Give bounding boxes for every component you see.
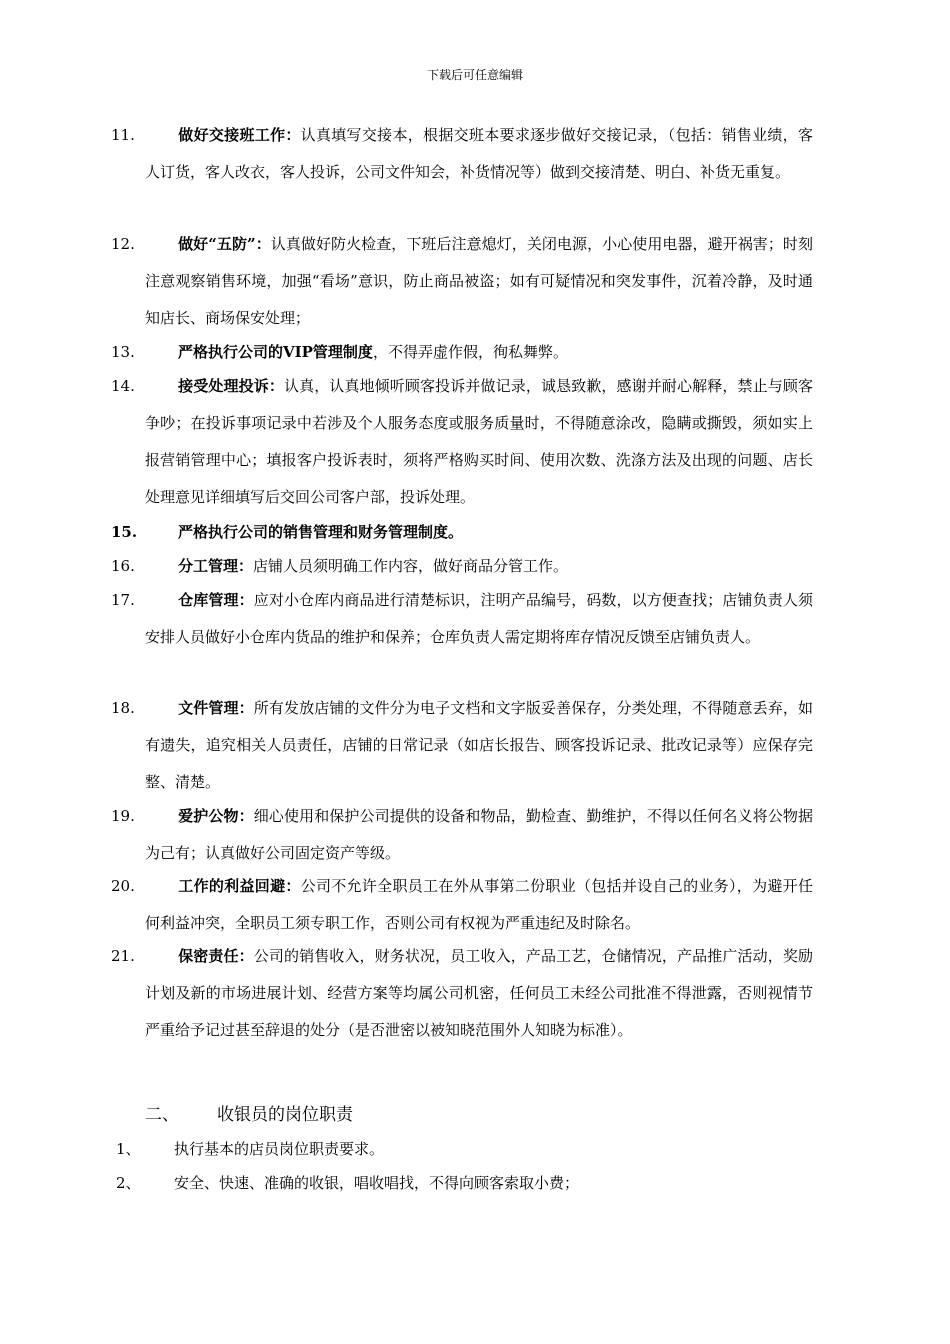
item-text: 认真填写交接本，根据交班本要求逐步做好交接记录，（包括：销售业绩，客人订货，客人改衣，客人投诉，公司文件知会，补货情况等）做到交接清楚、明白、补货无重复。	[145, 126, 813, 181]
item-text: 店铺人员须明确工作内容，做好商品分管工作。	[253, 557, 569, 575]
item-body	[145, 868, 813, 942]
item-number: 17.	[111, 591, 135, 609]
item-title: 文件管理	[178, 699, 239, 717]
item-separator: ：	[285, 126, 301, 144]
item-title: 接受处理投诉	[178, 377, 269, 395]
item-text: 应对小仓库内商品进行清楚标识，注明产品编号，码数，以方便查找；店铺负责人须安排人员做好小仓库内货品的维护和保养；仓库负责人需定期将库存情况反馈至店铺负责人。	[145, 591, 813, 646]
item-text: 所有发放店铺的文件分为电子文档和文字版妥善保存，分类处理，不得随意丢弃，如有遗失，追究相关人员责任，店铺的日常记录（如店长报告、顾客投诉记录、批改记录等）应保存完整、清楚。	[145, 699, 813, 791]
item-number: 16.	[111, 557, 135, 575]
item-title: 保密责任	[178, 947, 239, 965]
sub-list-item	[116, 1134, 384, 1164]
item-body	[145, 226, 813, 337]
item-body	[145, 334, 813, 371]
sub-item-text: 安全、快速、准确的收银，唱收唱找，不得向顾客索取小费；	[174, 1174, 580, 1192]
section-title: 收银员的岗位职责	[217, 1105, 353, 1125]
item-text: 公司的销售收入，财务状况，员工收入，产品工艺，仓储情况，产品推广活动，奖励计划及新的市场进展计划、经营方案等均属公司机密，任何员工未经公司批准不得泄露，否则视情节严重给予记过甚至辞退的处分（是否泄密以被知晓范围外人知晓为标准）。	[145, 947, 813, 1039]
item-separator: ：	[238, 557, 254, 575]
item-separator: ：	[238, 807, 254, 825]
item-body	[145, 938, 813, 1049]
item-text: 细心使用和保护公司提供的设备和物品，勤检查、勤维护，不得以任何名义将公物据为己有；认真做好公司固定资产等级。	[145, 807, 813, 862]
item-separator: ：	[238, 947, 254, 965]
item-separator: ：	[255, 235, 271, 253]
item-separator: ：	[268, 377, 284, 395]
item-body	[145, 582, 813, 656]
item-number: 19.	[111, 807, 135, 825]
item-title: 做好交接班工作	[178, 126, 286, 144]
item-number: 11.	[111, 126, 135, 144]
item-number: 12.	[111, 235, 135, 253]
item-title: 仓库管理	[178, 591, 239, 609]
item-number: 14.	[111, 377, 135, 395]
sub-item-number: 2、	[116, 1174, 141, 1192]
item-separator: ：	[238, 699, 254, 717]
item-title: 做好“五防”	[178, 235, 256, 253]
item-title: 爱护公物	[178, 807, 239, 825]
item-body	[145, 548, 813, 585]
item-body	[145, 368, 813, 516]
item-number: 18.	[111, 699, 135, 717]
item-text: 公司不允许全职员工在外从事第二份职业（包括并设自己的业务），为避开任何利益冲突，全职员工须专职工作，否则公司有权视为严重违纪及时除名。	[145, 877, 813, 932]
item-body	[145, 798, 813, 872]
section-heading	[145, 1100, 353, 1130]
item-separator: ：	[285, 877, 301, 895]
item-body	[145, 514, 813, 551]
item-number: 13.	[111, 343, 135, 361]
item-title: 工作的利益回避	[178, 877, 286, 895]
item-title: 分工管理	[178, 557, 239, 575]
item-title: 严格执行公司的VIP管理制度	[178, 343, 373, 361]
item-number: 21.	[111, 947, 135, 965]
item-body	[145, 117, 813, 191]
item-body	[145, 690, 813, 801]
sub-item-text: 执行基本的店员岗位职责要求。	[174, 1140, 385, 1158]
item-text: 认真做好防火检查，下班后注意熄灯，关闭电源，小心使用电器，避开祸害；时刻注意观察销售环境，加强“看场”意识，防止商品被盗；如有可疑情况和突发事件，沉着冷静，及时通知店长、商场保安处理；	[145, 235, 813, 327]
sub-item-number: 1、	[116, 1140, 141, 1158]
item-title: 严格执行公司的销售管理和财务管理制度。	[178, 523, 464, 541]
item-number: 20.	[111, 877, 135, 895]
item-number: 15.	[111, 523, 138, 541]
page-header: 下载后可任意编辑	[426, 68, 523, 82]
sub-list-item	[116, 1168, 579, 1198]
item-text: ，不得弄虚作假，徇私舞弊。	[372, 343, 568, 361]
item-text: 认真，认真地倾听顾客投诉并做记录，诚恳致歉，感谢并耐心解释，禁止与顾客争吵；在投诉事项记录中若涉及个人服务态度或服务质量时，不得随意涂改，隐瞒或撕毁，须如实上报营销管理中心；填报客户投诉表时，须将严格购买时间、使用次数、洗涤方法及出现的问题、店长处理意见详细填写后交回公司客户部，投诉处理。	[145, 377, 813, 506]
section-number: 二、	[145, 1105, 179, 1125]
item-separator: ：	[238, 591, 254, 609]
